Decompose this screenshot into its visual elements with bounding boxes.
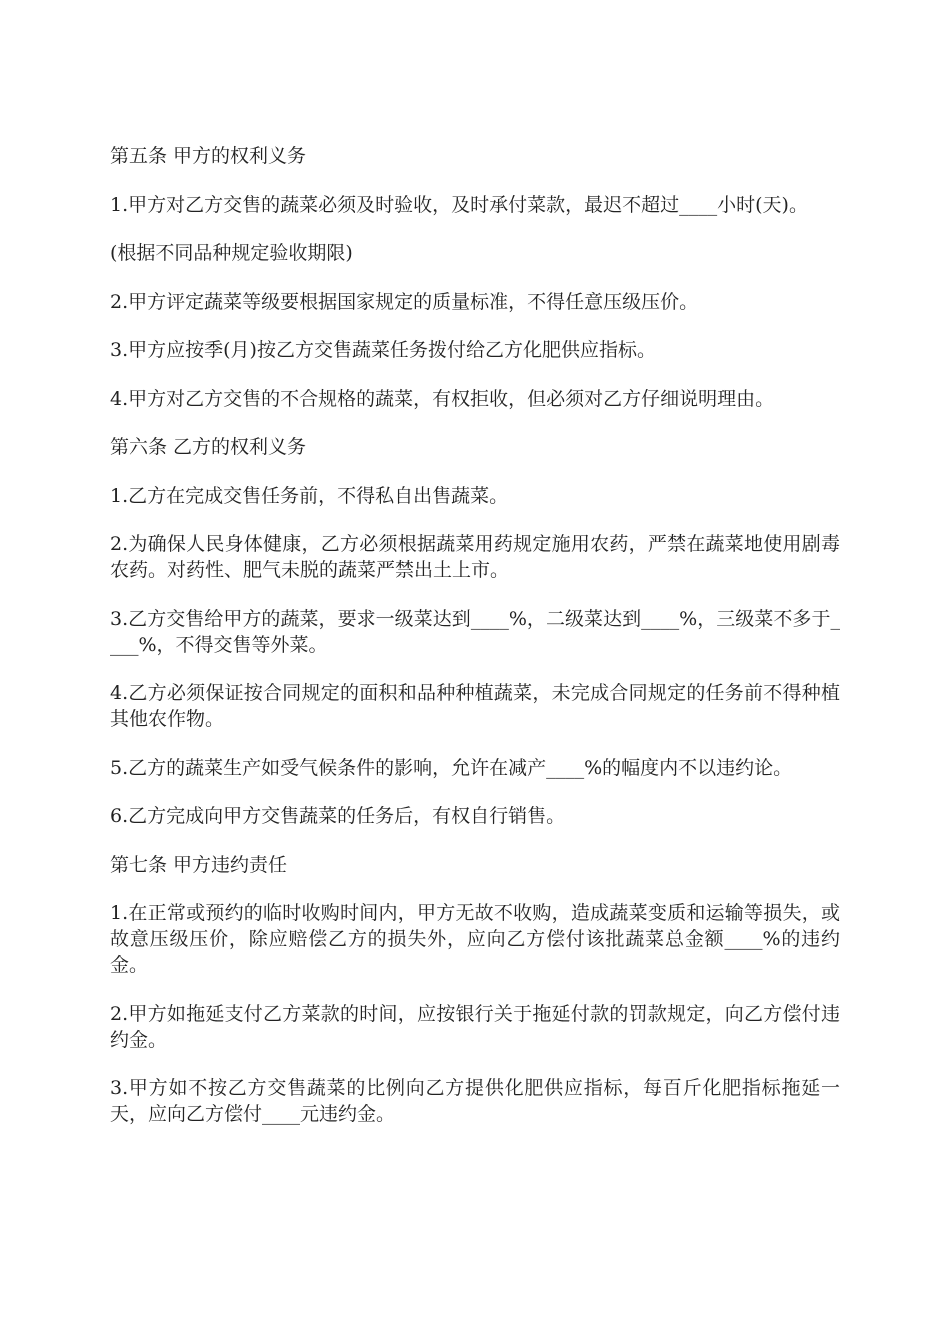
paragraph: 2.为确保人民身体健康，乙方必须根据蔬菜用药规定施用农药，严禁在蔬菜地使用剧毒农药。对药性、肥气未脱的蔬菜严禁出土上市。	[110, 533, 840, 581]
paragraph: 2.甲方如拖延支付乙方菜款的时间，应按银行关于拖延付款的罚款规定，向乙方偿付违约金。	[110, 1002, 840, 1051]
paragraph: 1.乙方在完成交售任务前，不得私自出售蔬菜。	[110, 484, 509, 507]
paragraph: 1.甲方对乙方交售的蔬菜必须及时验收，及时承付菜款，最迟不超过____小时(天)。	[110, 193, 808, 216]
paragraph: (根据不同品种规定验收期限)	[110, 242, 353, 264]
paragraph: 3.甲方应按季(月)按乙方交售蔬菜任务拨付给乙方化肥供应指标。	[110, 339, 656, 361]
paragraph: 4.甲方对乙方交售的不合规格的蔬菜，有权拒收，但必须对乙方仔细说明理由。	[110, 387, 775, 410]
paragraph: 3.甲方如不按乙方交售蔬菜的比例向乙方提供化肥供应指标，每百斤化肥指标拖延一天，应向乙方偿付____元违约金。	[110, 1077, 840, 1125]
paragraph: 2.甲方评定蔬菜等级要根据国家规定的质量标准，不得任意压级压价。	[110, 290, 699, 313]
document-body	[110, 143, 840, 1150]
paragraph: 5.乙方的蔬菜生产如受气候条件的影响，允许在减产____%的幅度内不以违约论。	[110, 756, 793, 779]
section-heading-article-6: 第六条 乙方的权利义务	[110, 436, 307, 458]
paragraph: 3.乙方交售给甲方的蔬菜，要求一级菜达到____%，二级菜达到____%，三级菜不多于____%，不得交售等外菜。	[110, 607, 840, 656]
section-heading-article-5: 第五条 甲方的权利义务	[110, 145, 307, 167]
section-heading-article-7: 第七条 甲方违约责任	[110, 853, 288, 876]
paragraph: 4.乙方必须保证按合同规定的面积和品种种植蔬菜，未完成合同规定的任务前不得种植其他农作物。	[110, 682, 840, 730]
paragraph: 1.在正常或预约的临时收购时间内，甲方无故不收购，造成蔬菜变质和运输等损失，或故意压级压价，除应赔偿乙方的损失外，应向乙方偿付该批蔬菜总金额____%的违约金。	[110, 902, 840, 976]
paragraph: 6.乙方完成向甲方交售蔬菜的任务后，有权自行销售。	[110, 805, 566, 827]
